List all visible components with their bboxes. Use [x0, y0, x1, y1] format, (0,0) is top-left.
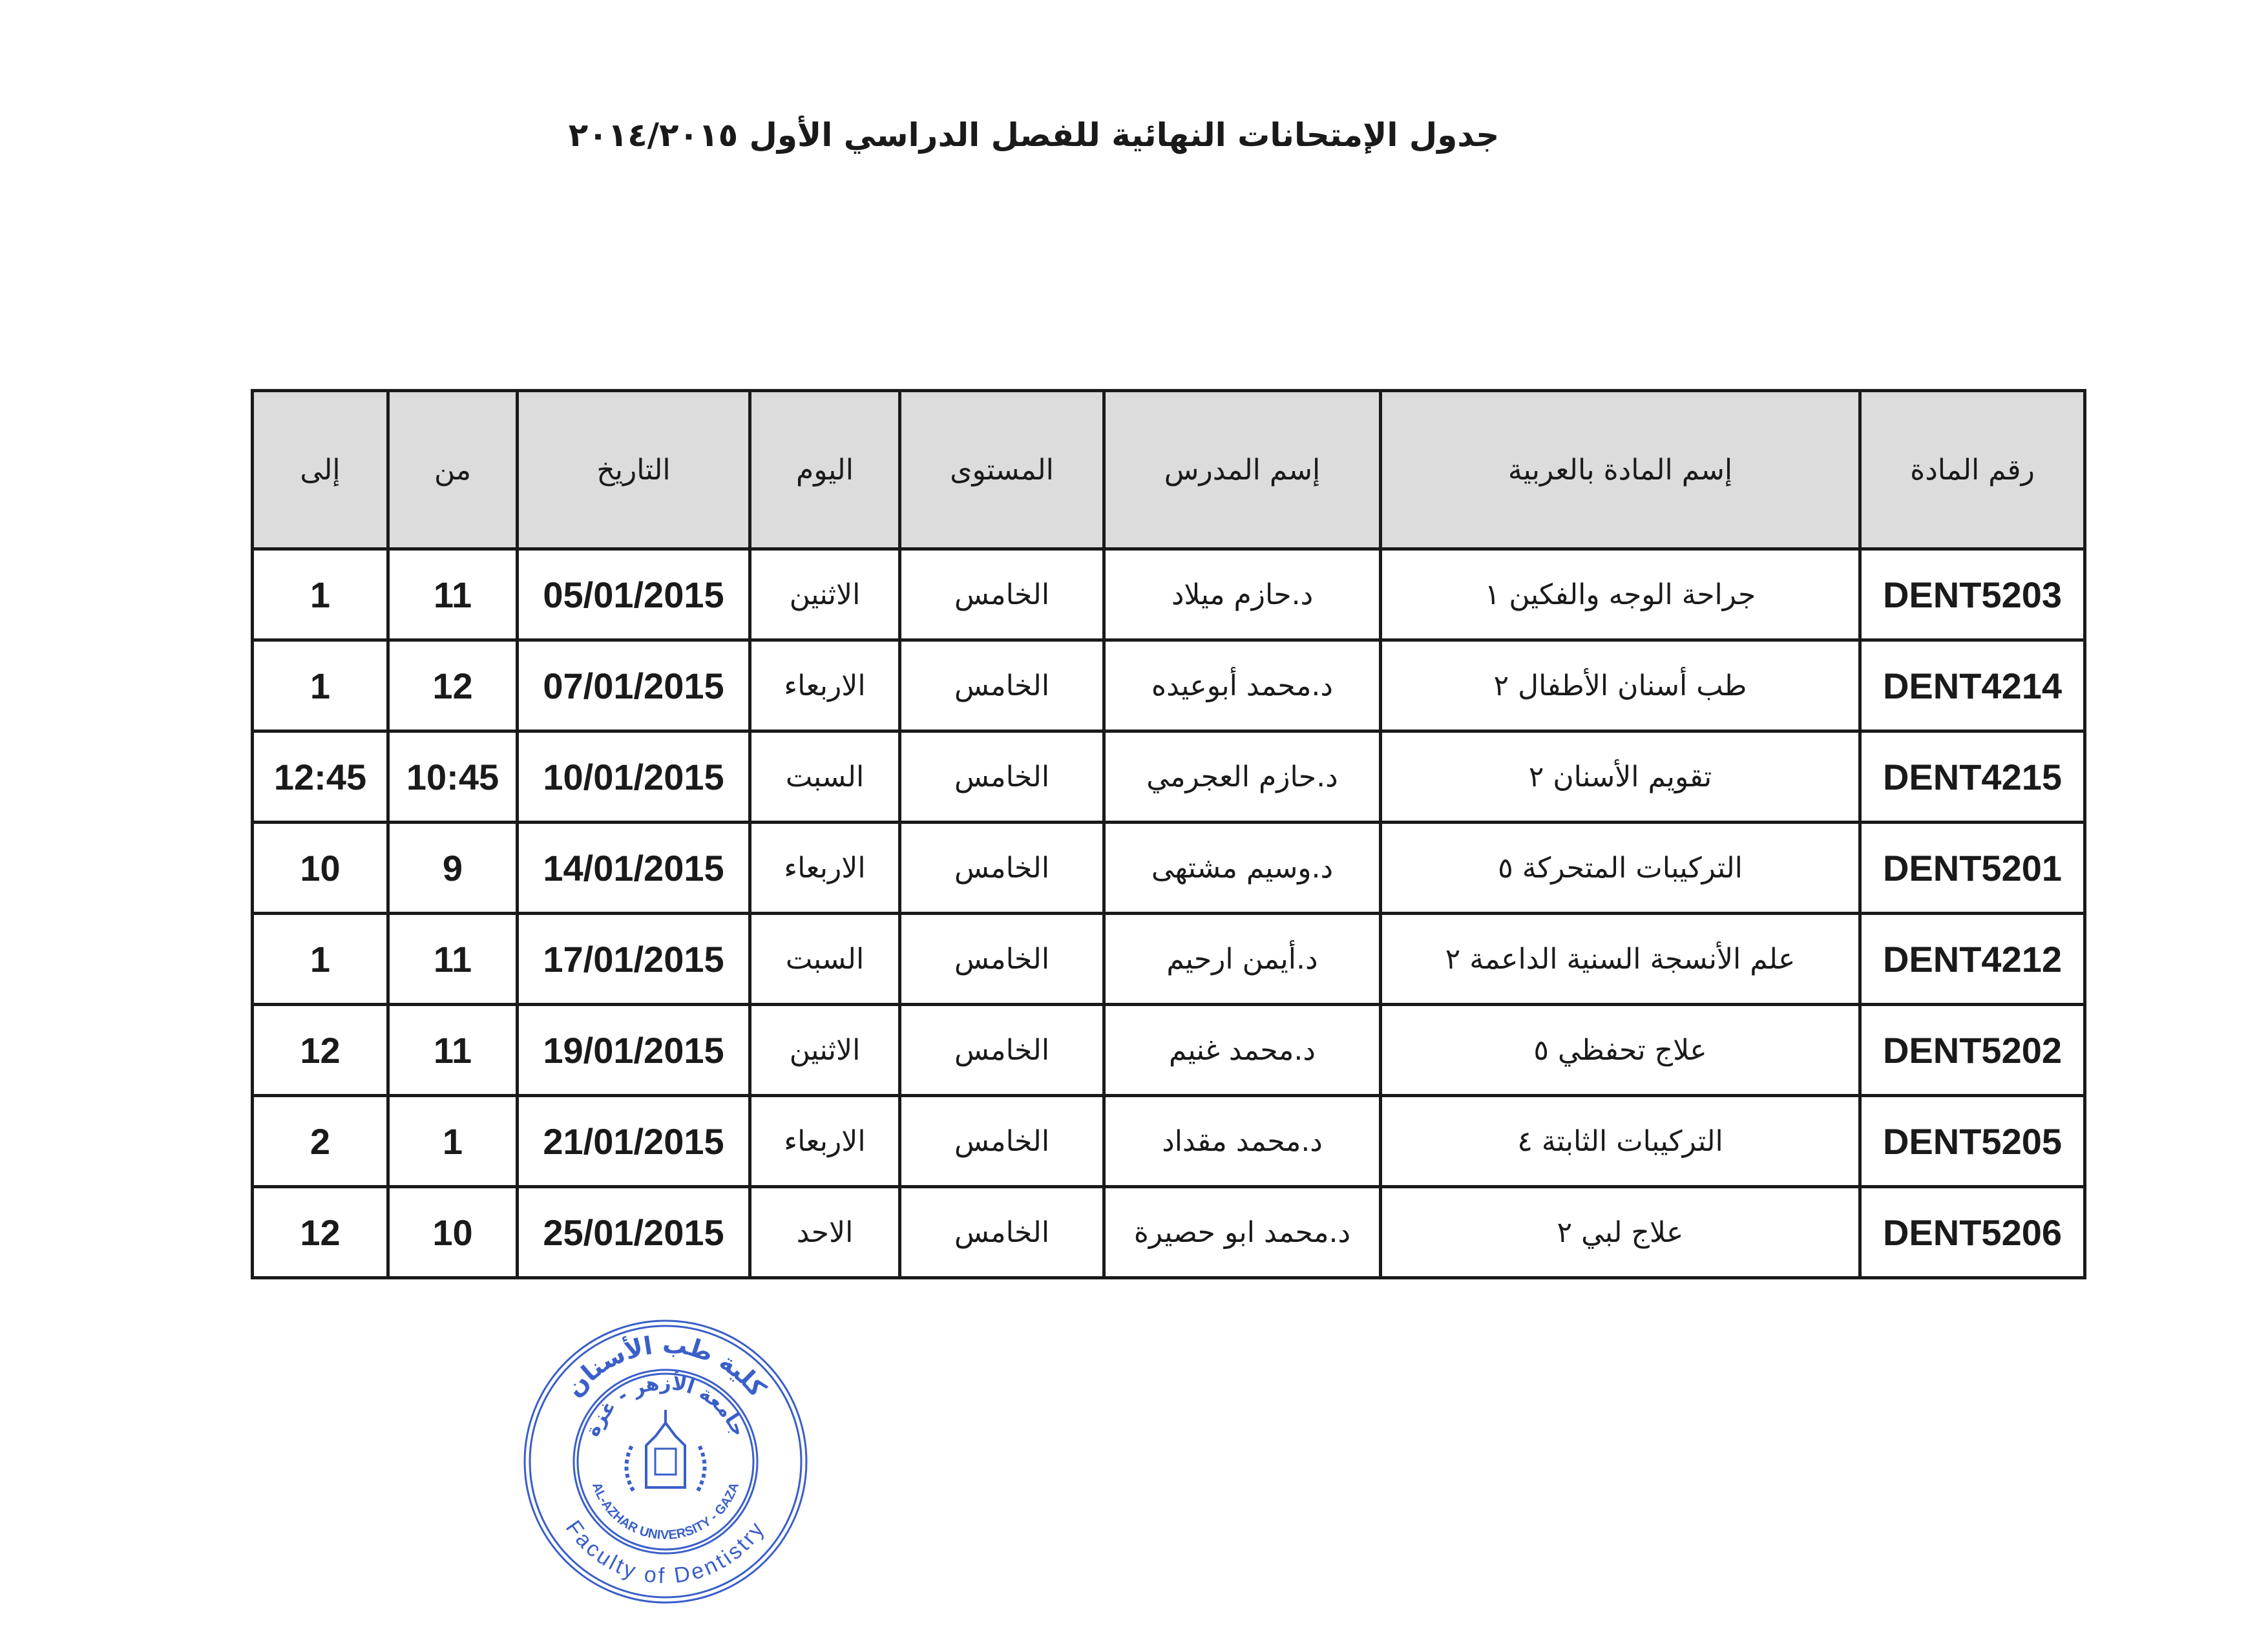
cell-instructor: د.محمد ابو حصيرة — [1104, 1187, 1381, 1278]
cell-date: 05/01/2015 — [518, 549, 750, 640]
cell-course-name: علم الأنسجة السنية الداعمة ٢ — [1381, 914, 1860, 1005]
cell-level: الخامس — [900, 640, 1104, 731]
cell-course-name: طب أسنان الأطفال ٢ — [1381, 640, 1860, 731]
faculty-stamp — [517, 1313, 814, 1610]
cell-course-name: جراحة الوجه والفكين ١ — [1381, 549, 1860, 640]
header-instructor: إسم المدرس — [1104, 391, 1381, 549]
cell-instructor: د.أيمن ارحيم — [1104, 914, 1381, 1005]
table-row — [253, 1187, 2085, 1278]
cell-level: الخامس — [900, 1096, 1104, 1187]
cell-level: الخامس — [900, 1187, 1104, 1278]
cell-date: 10/01/2015 — [518, 731, 750, 823]
cell-course-name: علاج تحفظي ٥ — [1381, 1005, 1860, 1096]
cell-from: 11 — [388, 914, 518, 1005]
cell-level: الخامس — [900, 731, 1104, 823]
cell-to: 12:45 — [253, 731, 388, 823]
table-row — [253, 823, 2085, 914]
cell-to: 12 — [253, 1005, 388, 1096]
stamp-english-ring-text: AL-AZHAR UNIVERSITY - GAZA — [589, 1480, 742, 1543]
cell-day: الاثنين — [750, 549, 900, 640]
cell-course-name: التركيبات الثابتة ٤ — [1381, 1096, 1860, 1187]
cell-date: 14/01/2015 — [518, 823, 750, 914]
cell-course-code: DENT4214 — [1860, 640, 2085, 731]
cell-instructor: د.حازم العجرمي — [1104, 731, 1381, 823]
cell-instructor: د.محمد أبوعيده — [1104, 640, 1381, 731]
table-row — [253, 1096, 2085, 1187]
cell-to: 1 — [253, 549, 388, 640]
cell-date: 17/01/2015 — [518, 914, 750, 1005]
table-row — [253, 549, 2085, 640]
cell-course-code: DENT4212 — [1860, 914, 2085, 1005]
exam-schedule-table — [251, 389, 2086, 1279]
cell-course-name: التركيبات المتحركة ٥ — [1381, 823, 1860, 914]
cell-to: 10 — [253, 823, 388, 914]
header-course-name: إسم المادة بالعربية — [1381, 391, 1860, 549]
header-course-code: رقم المادة — [1860, 391, 2085, 549]
header-to: إلى — [253, 391, 388, 549]
header-level: المستوى — [900, 391, 1104, 549]
university-emblem-icon — [626, 1410, 704, 1491]
cell-to: 1 — [253, 640, 388, 731]
cell-course-code: DENT5203 — [1860, 549, 2085, 640]
cell-to: 2 — [253, 1096, 388, 1187]
cell-instructor: د.وسيم مشتهى — [1104, 823, 1381, 914]
cell-from: 11 — [388, 1005, 518, 1096]
cell-from: 11 — [388, 549, 518, 640]
cell-date: 07/01/2015 — [518, 640, 750, 731]
cell-instructor: د.محمد غنيم — [1104, 1005, 1381, 1096]
cell-from: 9 — [388, 823, 518, 914]
cell-day: الاثنين — [750, 1005, 900, 1096]
cell-day: الاربعاء — [750, 640, 900, 731]
cell-from: 1 — [388, 1096, 518, 1187]
cell-level: الخامس — [900, 549, 1104, 640]
cell-day: الاربعاء — [750, 823, 900, 914]
cell-course-code: DENT4215 — [1860, 731, 2085, 823]
header-from: من — [388, 391, 518, 549]
table-row — [253, 914, 2085, 1005]
stamp-arabic-ring-text: جامعة الأزهر - غزة — [581, 1371, 750, 1440]
cell-to: 12 — [253, 1187, 388, 1278]
cell-date: 25/01/2015 — [518, 1187, 750, 1278]
cell-level: الخامس — [900, 823, 1104, 914]
header-day: اليوم — [750, 391, 900, 549]
cell-day: الاربعاء — [750, 1096, 900, 1187]
table-row — [253, 640, 2085, 731]
cell-from: 10:45 — [388, 731, 518, 823]
cell-level: الخامس — [900, 914, 1104, 1005]
header-date: التاريخ — [518, 391, 750, 549]
cell-day: الاحد — [750, 1187, 900, 1278]
stamp-bottom-text: Faculty of Dentistry — [561, 1516, 770, 1589]
cell-course-name: علاج لبي ٢ — [1381, 1187, 1860, 1278]
cell-course-code: DENT5206 — [1860, 1187, 2085, 1278]
cell-level: الخامس — [900, 1005, 1104, 1096]
cell-course-name: تقويم الأسنان ٢ — [1381, 731, 1860, 823]
table-row — [253, 1005, 2085, 1096]
stamp-top-text: كلية طب الأسنان — [560, 1330, 772, 1402]
cell-course-code: DENT5205 — [1860, 1096, 2085, 1187]
cell-date: 21/01/2015 — [518, 1096, 750, 1187]
page-title: جدول الإمتحانات النهائية للفصل الدراسي الأول ٢٠١٤/٢٠١٥ — [568, 116, 1500, 154]
cell-date: 19/01/2015 — [518, 1005, 750, 1096]
cell-course-code: DENT5202 — [1860, 1005, 2085, 1096]
table-row — [253, 731, 2085, 823]
cell-course-code: DENT5201 — [1860, 823, 2085, 914]
table-header-row — [253, 391, 2085, 549]
cell-day: السبت — [750, 731, 900, 823]
cell-to: 1 — [253, 914, 388, 1005]
cell-instructor: د.محمد مقداد — [1104, 1096, 1381, 1187]
cell-from: 12 — [388, 640, 518, 731]
cell-day: السبت — [750, 914, 900, 1005]
cell-from: 10 — [388, 1187, 518, 1278]
cell-instructor: د.حازم ميلاد — [1104, 549, 1381, 640]
